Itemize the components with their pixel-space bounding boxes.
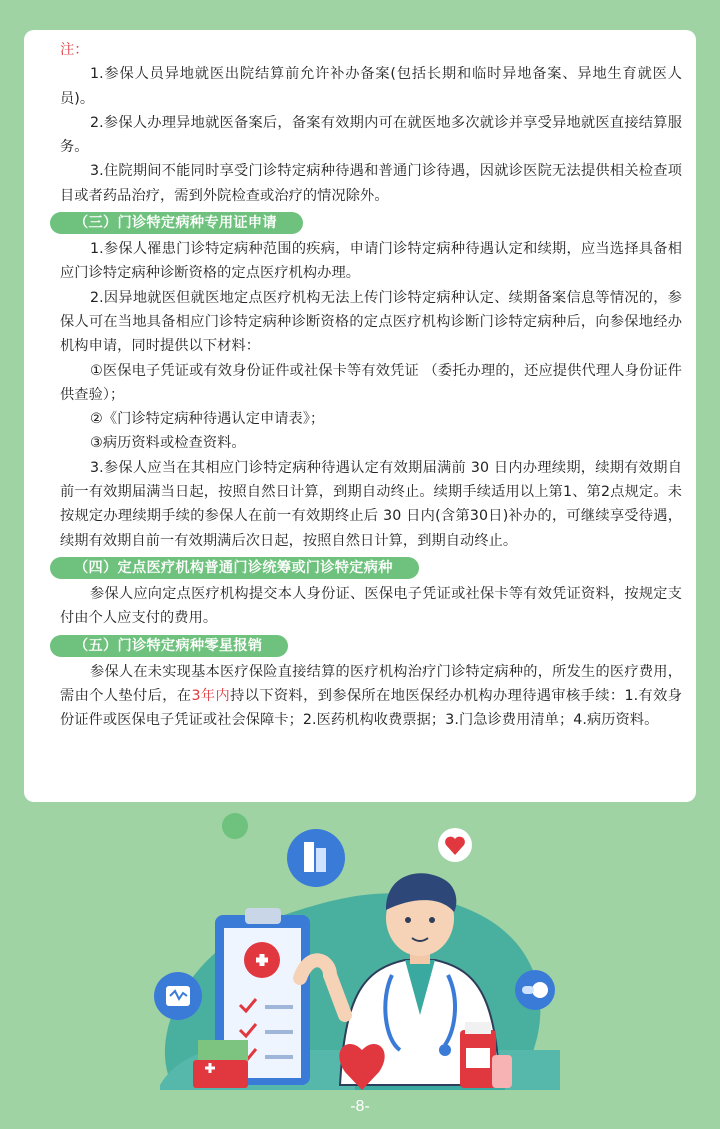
section-3-material-1: ①医保电子凭证或有效身份证件或社保卡等有效凭证 （委托办理的，还应提供代理人身份证件供查验）； (60, 362, 682, 403)
green-dot-icon (222, 813, 248, 839)
content-card (24, 30, 696, 802)
heart-badge-icon (438, 828, 472, 862)
pills-icon (515, 970, 555, 1010)
section-5-title: （五）门诊特定病种零星报销 (50, 635, 288, 657)
section-3-material-3: ③病历资料或检查资料。 (90, 435, 246, 452)
note-label: 注： (60, 42, 89, 58)
note-item-2: 2.参保人办理异地就医备案后，备案有效期内可在就医地多次就诊并享受异地就医直接结算服务。 (60, 114, 682, 156)
medical-card-icon (154, 972, 202, 1020)
note-item-1: 1.参保人员异地就医出院结算前允许补办备案(包括长期和临时异地备案、异地生育就医人员)。 (60, 66, 682, 107)
section-3-title: （三）门诊特定病种专用证申请 (50, 212, 303, 234)
section-3-paragraph-2: 2.因异地就医但就医地定点医疗机构无法上传门诊特定病种认定、续期备案信息等情况的，参保人可在当地具备相应门诊特定病种诊断资格的定点医疗机构诊断门诊特定病种后，向参保地经办机构申请，同时提供以下材料： (60, 289, 682, 355)
section-3-material-2: ②《门诊特定病种待遇认定申请表》； (90, 411, 325, 428)
section-5-paragraph-1: 参保人在未实现基本医疗保险直接结算的医疗机构治疗门诊特定病种的，所发生的医疗费用，需由个人垫付后，在3年内持以下资料，到参保所在地医保经办机构办理待遇审核手续：1.有效身份证件或医保电子凭证或社会保障卡；2.医药机构收费票据；3.门急诊费用清单；4.病历资料。 (60, 663, 682, 729)
note-item-3: 3.住院期间不能同时享受门诊特定病种待遇和普通门诊待遇，因就诊医院无法提供相关检查项目或者药品治疗，需到外院检查或治疗的情况除外。 (60, 163, 682, 204)
doctor-illustration (0, 800, 720, 1100)
section-4-paragraph-1: 参保人应向定点医疗机构提交本人身份证、医保电子凭证或社保卡等有效凭证资料，按规定支付由个人应支付的费用。 (60, 585, 682, 627)
section-3-paragraph-3: 3.参保人应当在其相应门诊特定病种待遇认定有效期届满前 30 日内办理续期，续期有效期自前一有效期届满当日起，按照自然日计算，到期自动终止。续期手续适用以上第1、第2点规定。未按规定办理续期手续的参保人在前一有效期终止后 30 日内(含第30日)补办的，可继续享受待遇，续期有效期自前一有效期满后次日起，按照自然日计算，到期自动终止。 (60, 459, 682, 549)
section-4-title: （四）定点医疗机构普通门诊统筹或门诊特定病种 (50, 557, 419, 579)
building-icon (287, 829, 345, 887)
highlight-3-years: 3年内 (191, 687, 231, 704)
section-3-paragraph-1: 1.参保人罹患门诊特定病种范围的疾病，申请门诊特定病种待遇认定和续期，应当选择具备相应门诊特定病种诊断资格的定点医疗机构办理。 (60, 241, 682, 282)
page-number: -8- (350, 1098, 370, 1115)
